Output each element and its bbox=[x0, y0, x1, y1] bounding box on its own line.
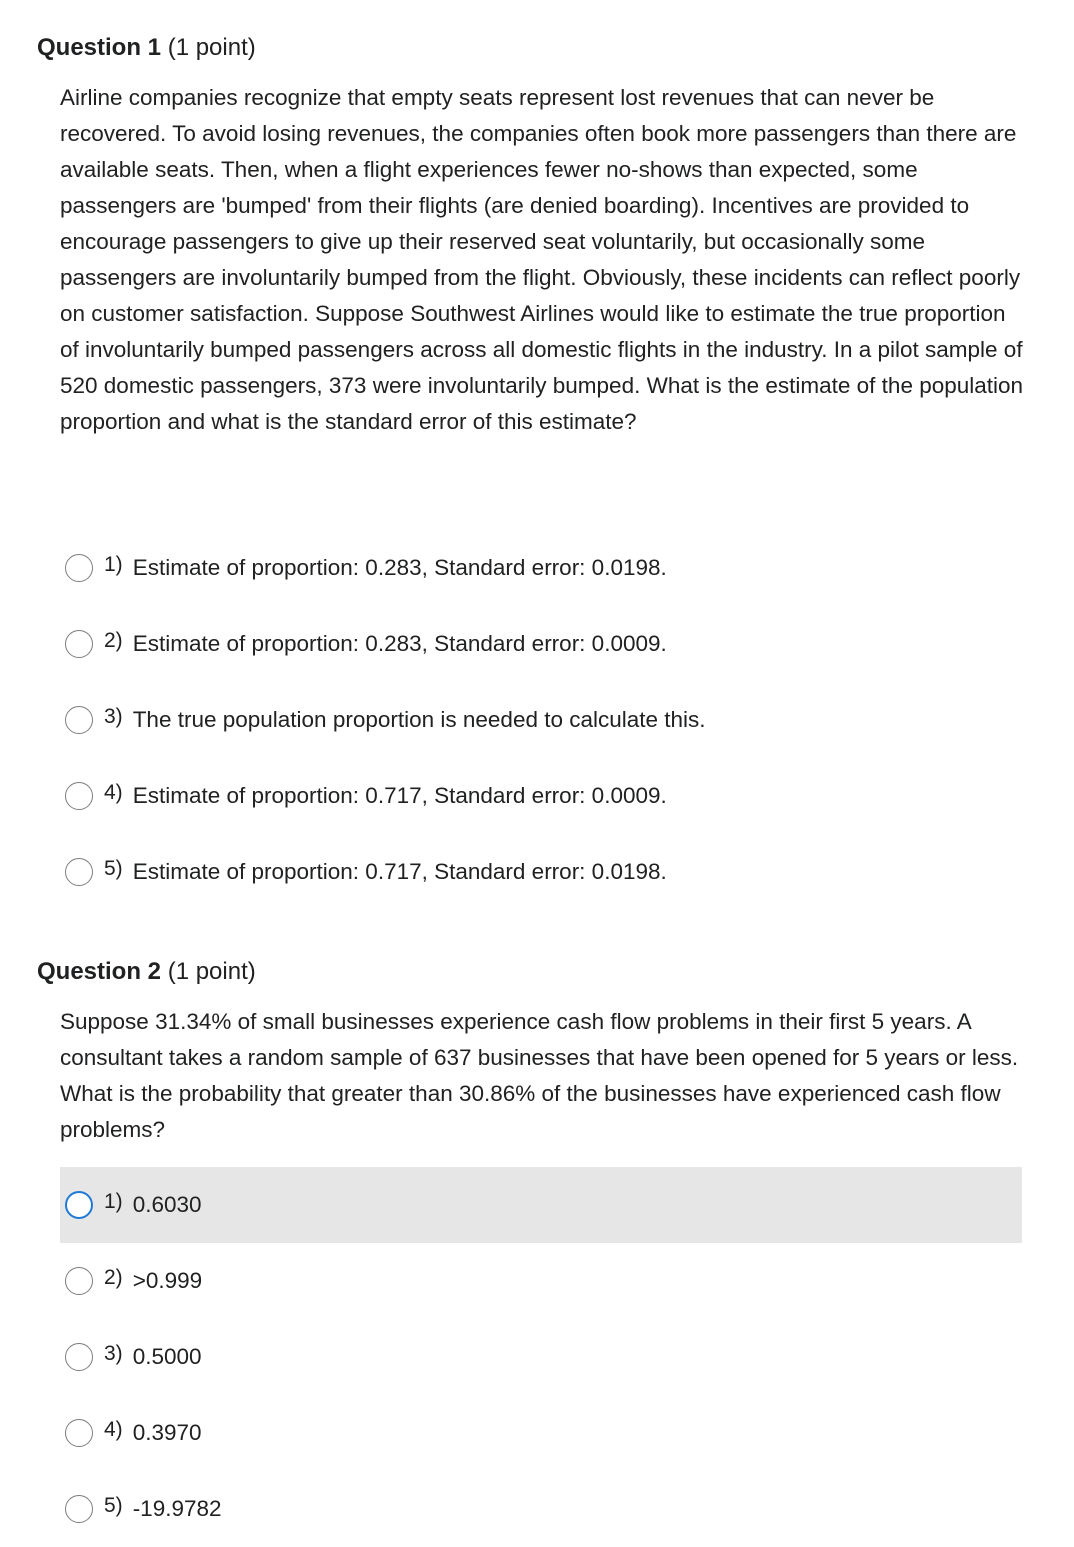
option-number: 4) bbox=[104, 781, 123, 804]
radio-button[interactable] bbox=[65, 706, 93, 734]
question-1-title bbox=[37, 33, 256, 63]
radio-button[interactable] bbox=[65, 1267, 93, 1295]
option-number: 5) bbox=[104, 1494, 123, 1517]
option-number: 2) bbox=[104, 629, 123, 652]
option-text: Estimate of proportion: 0.717, Standard error: 0.0198. bbox=[132, 859, 667, 884]
radio-button[interactable] bbox=[65, 1419, 93, 1447]
option-number: 1) bbox=[104, 1190, 123, 1213]
question-number: Question 2 bbox=[37, 958, 162, 985]
answer-option-1[interactable] bbox=[60, 530, 1022, 606]
option-number: 3) bbox=[104, 705, 123, 728]
question-1-choices bbox=[60, 530, 1022, 910]
option-text: 0.5000 bbox=[132, 1344, 202, 1369]
answer-option-4[interactable] bbox=[60, 1395, 1022, 1471]
option-text: Estimate of proportion: 0.283, Standard error: 0.0198. bbox=[132, 555, 667, 580]
answer-option-4[interactable] bbox=[60, 758, 1022, 834]
answer-option-5[interactable] bbox=[60, 1471, 1022, 1547]
question-2-choices bbox=[60, 1167, 1022, 1547]
answer-option-1[interactable] bbox=[60, 1167, 1022, 1243]
radio-button[interactable] bbox=[65, 630, 93, 658]
radio-button[interactable] bbox=[65, 782, 93, 810]
option-text: >0.999 bbox=[132, 1268, 203, 1293]
question-1-text: Airline companies recognize that empty seats represent lost revenues that can never be recovered. To avoid losing revenues, the companies often book more passengers than there are available seats. Then, when a flight experiences fewer no-shows than expected, some passengers are 'bumped' from their flights (are denied boarding). Incentives are provided to encourage passengers to give up their reserved seat voluntarily, but occasionally some passengers are involuntarily bumped from the flight. Obviously, these incidents can reflect poorly on customer satisfaction. Suppose Southwest Airlines would like to estimate the true proportion of involuntarily bumped passengers across all domestic flights in the industry. In a pilot sample of 520 domestic passengers, 373 were involuntarily bumped. What is the estimate of the population proportion and what is the standard error of this estimate? bbox=[60, 85, 1024, 434]
radio-button[interactable] bbox=[65, 1191, 93, 1219]
option-number: 3) bbox=[104, 1342, 123, 1365]
option-text: Estimate of proportion: 0.283, Standard error: 0.0009. bbox=[132, 631, 667, 656]
radio-button[interactable] bbox=[65, 554, 93, 582]
radio-button[interactable] bbox=[65, 858, 93, 886]
option-text: The true population proportion is needed to calculate this. bbox=[132, 707, 706, 732]
option-text: 0.6030 bbox=[132, 1192, 202, 1217]
answer-option-3[interactable] bbox=[60, 682, 1022, 758]
option-number: 4) bbox=[104, 1418, 123, 1441]
question-points: (1 point) bbox=[167, 958, 256, 985]
radio-button[interactable] bbox=[65, 1343, 93, 1371]
radio-button[interactable] bbox=[65, 1495, 93, 1523]
question-points: (1 point) bbox=[167, 34, 256, 61]
question-2-text: Suppose 31.34% of small businesses experience cash flow problems in their first 5 years. A consultant takes a random sample of 637 businesses that have been opened for 5 years or less. What is the probability that greater than 30.86% of the businesses have experienced cash flow problems? bbox=[60, 1009, 1019, 1142]
question-2-title bbox=[37, 957, 256, 987]
option-text: Estimate of proportion: 0.717, Standard error: 0.0009. bbox=[132, 783, 667, 808]
option-text: 0.3970 bbox=[132, 1420, 202, 1445]
option-number: 2) bbox=[104, 1266, 123, 1289]
answer-option-2[interactable] bbox=[60, 606, 1022, 682]
option-number: 1) bbox=[104, 553, 123, 576]
option-number: 5) bbox=[104, 857, 123, 880]
option-text: -19.9782 bbox=[132, 1496, 222, 1521]
answer-option-2[interactable] bbox=[60, 1243, 1022, 1319]
answer-option-3[interactable] bbox=[60, 1319, 1022, 1395]
question-number: Question 1 bbox=[37, 34, 162, 61]
answer-option-5[interactable] bbox=[60, 834, 1022, 910]
